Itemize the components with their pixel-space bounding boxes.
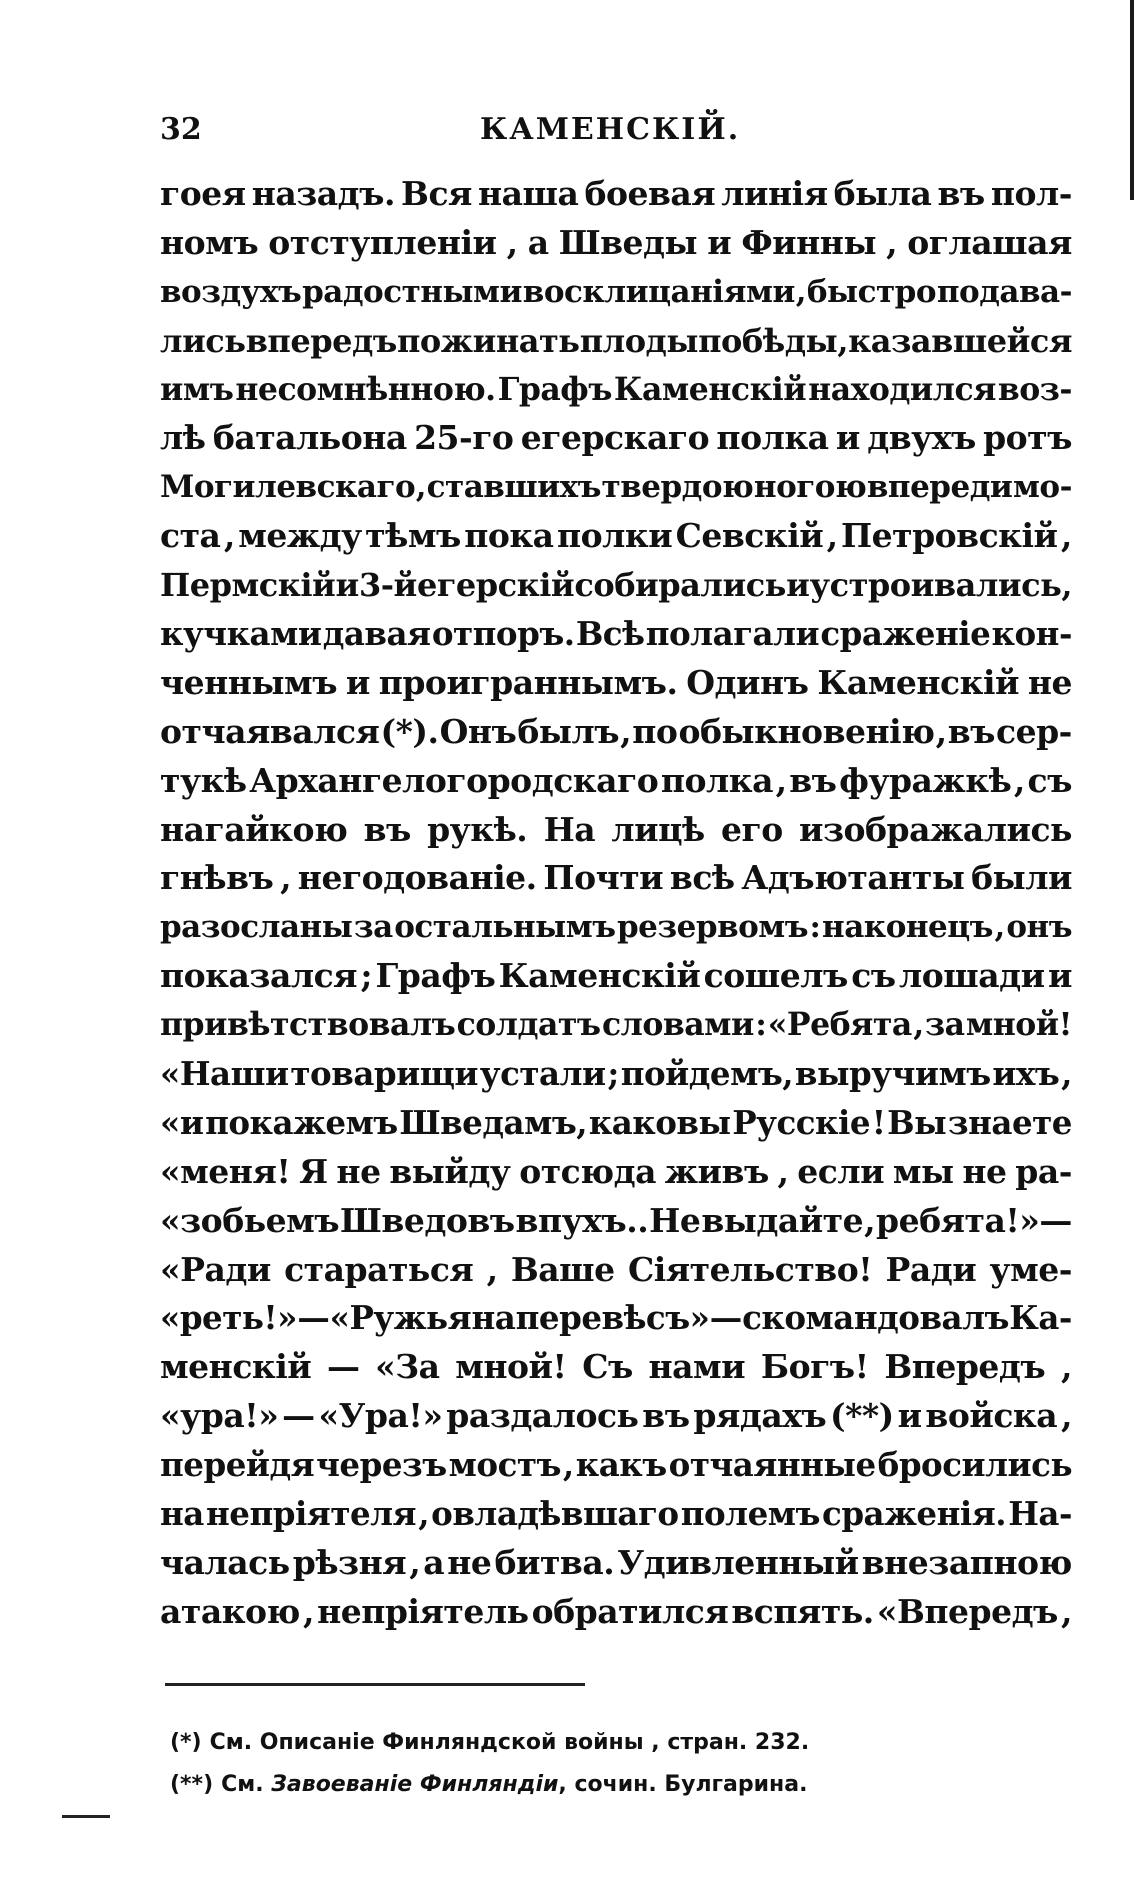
text-line: «ура!» — «Ура!» раздалось въ рядахъ (**) и войска ,: [160, 1396, 1072, 1436]
text-line: ченнымъ и проиграннымъ. Одинъ Каменскій не: [160, 662, 1072, 702]
footnote-2: [170, 1764, 1050, 1806]
text-line: показался ; Графъ Каменскій сошелъ съ лошади и: [160, 956, 1072, 996]
text-line: на непріятеля , овладѣвшаго полемъ сраженія. На-: [160, 1494, 1072, 1534]
text-line: тукѣ Архангелогородскаго полка , въ фуражкѣ , съ: [160, 760, 1072, 800]
page-edge-line: [1130, 0, 1134, 200]
footnote-title: Завоеваніе Финляндіи: [271, 1772, 559, 1797]
text-line: кучками давая отпоръ. Всѣ полагали сраженіе кон-: [160, 614, 1072, 654]
text-line: чалась рѣзня , а не битва. Удивленный внезапною: [160, 1542, 1072, 1582]
text-line: лись впередъ пожинать плоды побѣды , казавшейся: [160, 321, 1072, 360]
text-line: атакою , непріятель обратился вспять. «Впередъ ,: [160, 1591, 1072, 1631]
footnote-mark: (*): [170, 1730, 202, 1755]
text-line: лѣ батальона 25-го егерскаго полка и двухъ ротъ: [160, 418, 1072, 458]
page-header: [160, 112, 1072, 152]
text-line: Пермскій и 3-й егерскій собирались и устроивались,: [160, 566, 1072, 605]
text-line: имъ несомнѣнною. Графъ Каменскій находился воз-: [160, 370, 1072, 408]
text-line: «реть!» — «Ружья на перевѣсъ» — скомандовалъ Ка-: [160, 1298, 1072, 1338]
text-line: воздухъ радостными восклицаніями , быстро подава-: [160, 273, 1072, 310]
footnote-suffix: , сочин. Булгарина.: [558, 1772, 808, 1797]
text-line: «и покажемъ Шведамъ, каковы Русскіе ! Вы знаете: [160, 1102, 1072, 1142]
footnote-mark: (**): [170, 1772, 214, 1797]
text-line: Могилевскаго , ставшихъ твердою ногою впереди мо-: [160, 469, 1072, 506]
footnote-1: [170, 1722, 1050, 1764]
text-line: разосланы за остальнымъ резервомъ : наконецъ , онъ: [160, 909, 1072, 946]
text-line: «Наши товарищи устали ; пойдемъ, выручимъ ихъ ,: [160, 1054, 1072, 1094]
text-line: номъ отступленіи , а Шведы и Финны , оглашая: [160, 222, 1072, 262]
text-line: отчаявался (*). Онъ былъ , по обыкновенію , въ сер-: [160, 711, 1072, 751]
footnote-prefix: См.: [221, 1772, 264, 1797]
footnote-divider: [165, 1683, 585, 1686]
text-line: привѣтствовалъ солдатъ словами : «Ребята , за мной!: [160, 1006, 1072, 1044]
running-head: КАМЕНСКІЙ.: [480, 112, 741, 147]
text-line: нагайкою въ рукѣ. На лицѣ его изображались: [160, 809, 1072, 849]
text-line: «зобьемъ Шведовъ впухъ.. Не выдайте , ребята!»—: [160, 1200, 1072, 1240]
text-line: гоея назадъ. Вся наша боевая линія была въ пол-: [160, 174, 1072, 213]
text-line: менскій — «За мной! Съ нами Богъ! Впередъ ,: [160, 1347, 1072, 1387]
text-line: «меня! Я не выйду отсюда живъ , если мы не ра-: [160, 1151, 1072, 1191]
page-number: 32: [160, 112, 202, 147]
body-text: [160, 170, 1072, 1637]
text-line: гнѣвъ , негодованіе. Почти всѣ Адъютанты были: [160, 858, 1072, 898]
text-line: перейдя черезъ мостъ , какъ отчаянные бросились: [160, 1445, 1072, 1485]
footnote-text: См. Описаніе Финляндской войны , стран. 232.: [209, 1730, 810, 1755]
margin-mark: [62, 1815, 110, 1818]
text-line: «Ради стараться , Ваше Сіятельство! Ради уме-: [160, 1249, 1072, 1289]
footnotes: [170, 1722, 1050, 1806]
text-line: ста , между тѣмъ пока полки Севскій , Петровскій ,: [160, 516, 1072, 556]
